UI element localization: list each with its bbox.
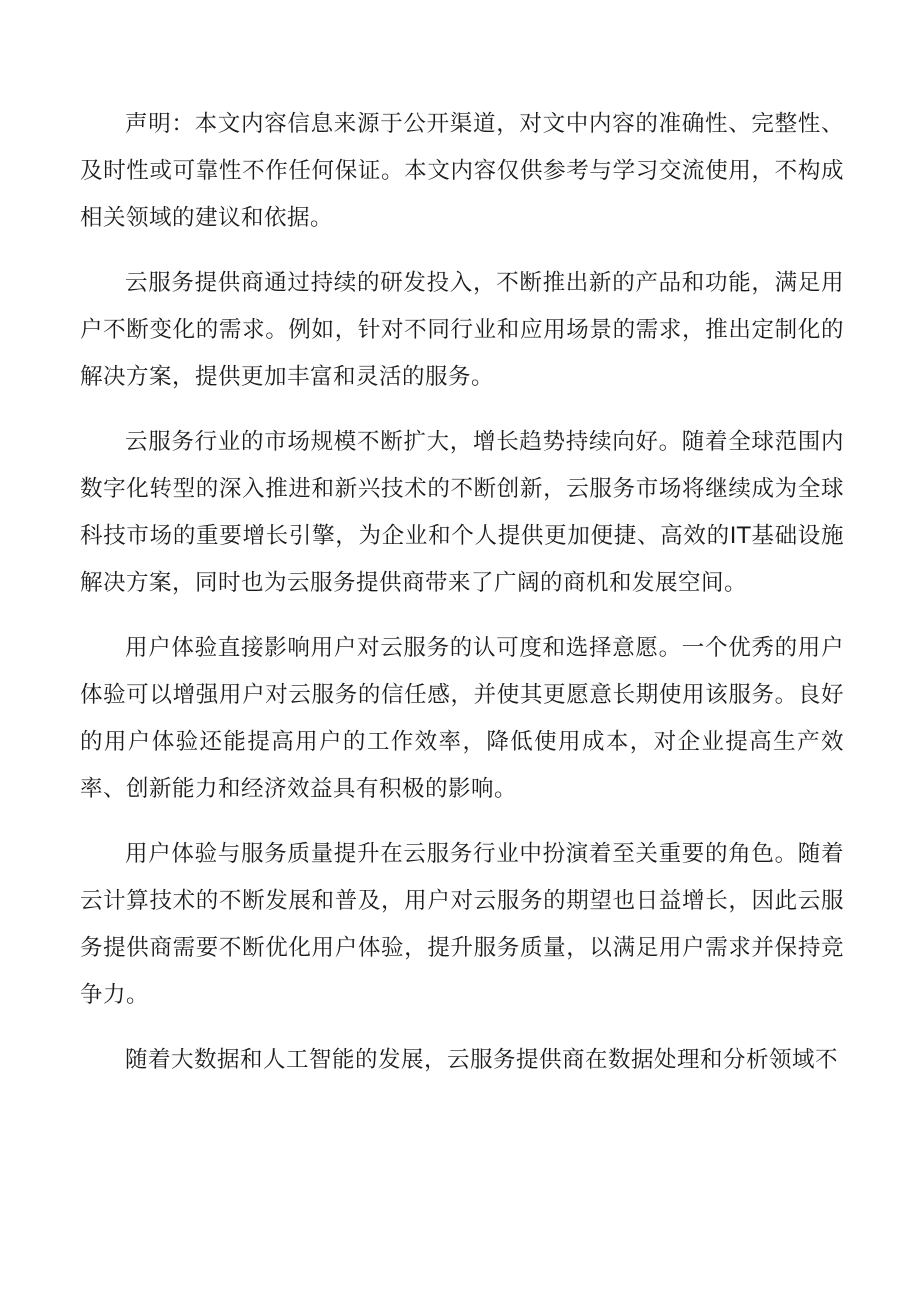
body-paragraph: 云服务行业的市场规模不断扩大，增长趋势持续向好。随着全球范围内数字化转型的深入推进和新兴技术的不断创新，云服务市场将继续成为全球科技市场的重要增长引擎，为企业和个人提供更加便捷、高效的IT基础设施解决方案，同时也为云服务提供商带来了广阔的商机和发展空间。 — [80, 429, 844, 596]
body-paragraph: 随着大数据和人工智能的发展，云服务提供商在数据处理和分析领域不 — [125, 1047, 839, 1073]
disclaimer-paragraph: 声明：本文内容信息来源于公开渠道，对文中内容的准确性、完整性、及时性或可靠性不作任何保证。本文内容仅供参考与学习交流使用，不构成相关领域的建议和依据。 — [80, 111, 844, 231]
body-paragraph: 云服务提供商通过持续的研发投入，不断推出新的产品和功能，满足用户不断变化的需求。例如，针对不同行业和应用场景的需求，推出定制化的解决方案，提供更加丰富和灵活的服务。 — [80, 270, 844, 390]
body-paragraph: 用户体验直接影响用户对云服务的认可度和选择意愿。一个优秀的用户体验可以增强用户对云服务的信任感，并使其更愿意长期使用该服务。良好的用户体验还能提高用户的工作效率，降低使用成本，对企业提高生产效率、创新能力和经济效益具有积极的影响。 — [80, 635, 844, 802]
body-paragraph: 用户体验与服务质量提升在云服务行业中扮演着至关重要的角色。随着云计算技术的不断发展和普及，用户对云服务的期望也日益增长，因此云服务提供商需要不断优化用户体验，提升服务质量，以满足用户需求并保持竞争力。 — [80, 841, 844, 1008]
document-body — [80, 101, 844, 1102]
